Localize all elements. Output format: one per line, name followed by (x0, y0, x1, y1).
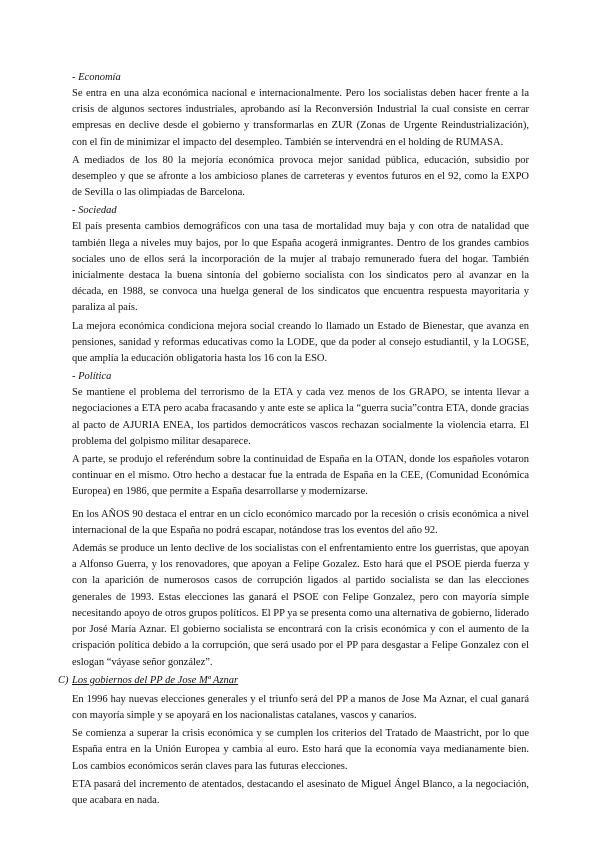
paragraph: El país presenta cambios demográficos con una tasa de mortalidad muy baja y con otra de natalidad que también llega a niveles muy bajos, por lo que España acogerá inmigrantes. Dentro de los grandes cambios sociales uno de ellos será la incorporación de la mujer al trabajo remunerado fuera del hogar. También inicialmente destaca la buena sintonía del gobierno socialista con los sindicatos pero al avanzar en la década, en 1988, se convoca una huelga general de los sindicatos que encuentra respuesta mayoritaria y paraliza al país. (72, 221, 529, 314)
paragraph: Además se produce un lento declive de los socialistas con el enfrentamiento entre los guerristas, que apoyan a Alfonso Guerra, y los renovadores, que apoyan a Felipe Gozalez. Esto hará que el PSOE pierda fuerza y con la aparición de numerosos casos de corrupción ligados al partido socialista se dan las elecciones generales de 1993. Estas elecciones las ganará el PSOE con Felipe Gonzalez, pero con mayoría simple necesitando apoyo de otros grupos políticos. El PP ya se presenta como una alternativa de gobierno, liderado por José María Aznar. El gobierno socialista se encontrará con la crisis económica y con el aumento de la crispación política debido a la corrupción, que será usado por el PP para desgastar a Felipe Gonzalez con el eslogan “váyase señor gonzález”. (72, 543, 529, 668)
paragraph: ETA pasará del incremento de atentados, destacando el asesinato de Miguel Ángel Blanco, a la negociación, que acabara en nada. (72, 778, 529, 806)
heading-politica: - Política (72, 371, 112, 383)
section-title: Los gobiernos del PP de Jose Mª Aznar (72, 674, 239, 686)
heading-economia: - Economía (72, 72, 121, 83)
paragraph: A mediados de los 80 la mejoría económica provoca mejor sanidad pública, educación, subsidio por desempleo y que se afronte a los ambicioso planes de carreteras y eventos futuros en el 92, como la EXPO de Sevilla o las olimpiadas de Barcelona. (72, 154, 529, 199)
section-letter: C) (58, 674, 69, 686)
paragraph: Se comienza a superar la crisis económica y se cumplen los criterios del Tratado de Maastricht, por lo que España entra en la Unión Europea y cambia al euro. Esto hará que la economía vaya medianamente bien. Los cambios económicos serán claves para las futuras elecciones. (72, 728, 529, 772)
section-heading-c (58, 673, 529, 689)
heading-sociedad: - Sociedad (72, 205, 117, 217)
paragraph: A parte, se produjo el referéndum sobre la continuidad de España en la OTAN, donde los españoles votaron continuar en el mismo. Otro hecho a destacar fue la entrada de España en la CEE, (Comunidad Económica Europea) en 1986, que permite a España desarrollarse y modernizarse. (72, 454, 529, 498)
paragraph: En 1996 hay nuevas elecciones generales y el triunfo será del PP a manos de Jose Ma Aznar, el cual ganará con mayoría simple y se apoyará en los nacionalistas catalanes, vascos y canarios. (72, 693, 529, 721)
paragraph: La mejora económica condiciona mejora social creando lo llamado un Estado de Bienestar, que avanza en pensiones, sanidad y reformas educativas como la LODE, que da poder al consejo estudiantil, y la LOGSE, que amplía la educación obligatoria hasta los 16 con la ESO. (72, 320, 529, 365)
paragraph: Se entra en una alza económica nacional e internacionalmente. Pero los socialistas deben hacer frente a la crisis de algunos sectores industriales, aprobando así la Reconversión Industrial la cual consiste en cerrar empresas en declive desde el gobierno y transformarlas en ZUR (Zonas de Urgente Reindustrialización), con el fin de minimizar el impacto del desempleo. También se intervendrá en el holding de RUMASA. (72, 88, 529, 148)
paragraph: En los AÑOS 90 destaca el entrar en un ciclo económico marcado por la recesión o crisis económica a nivel internacional de la que España no podrá escapar, notándose tras los eventos del año 92. (72, 508, 529, 536)
paragraph: Se mantiene el problema del terrorismo de la ETA y cada vez menos de los GRAPO, se intenta llevar a negociaciones a ETA pero acaba fracasando y ante este se aplica la “guerra sucia”contra ETA, donde gracias al pacto de AJURIA ENEA, los partidos democráticos vascos rechazan socialmente la violencia etarra. El problema del golpismo militar desaparece. (72, 387, 529, 447)
document-body (58, 70, 529, 811)
